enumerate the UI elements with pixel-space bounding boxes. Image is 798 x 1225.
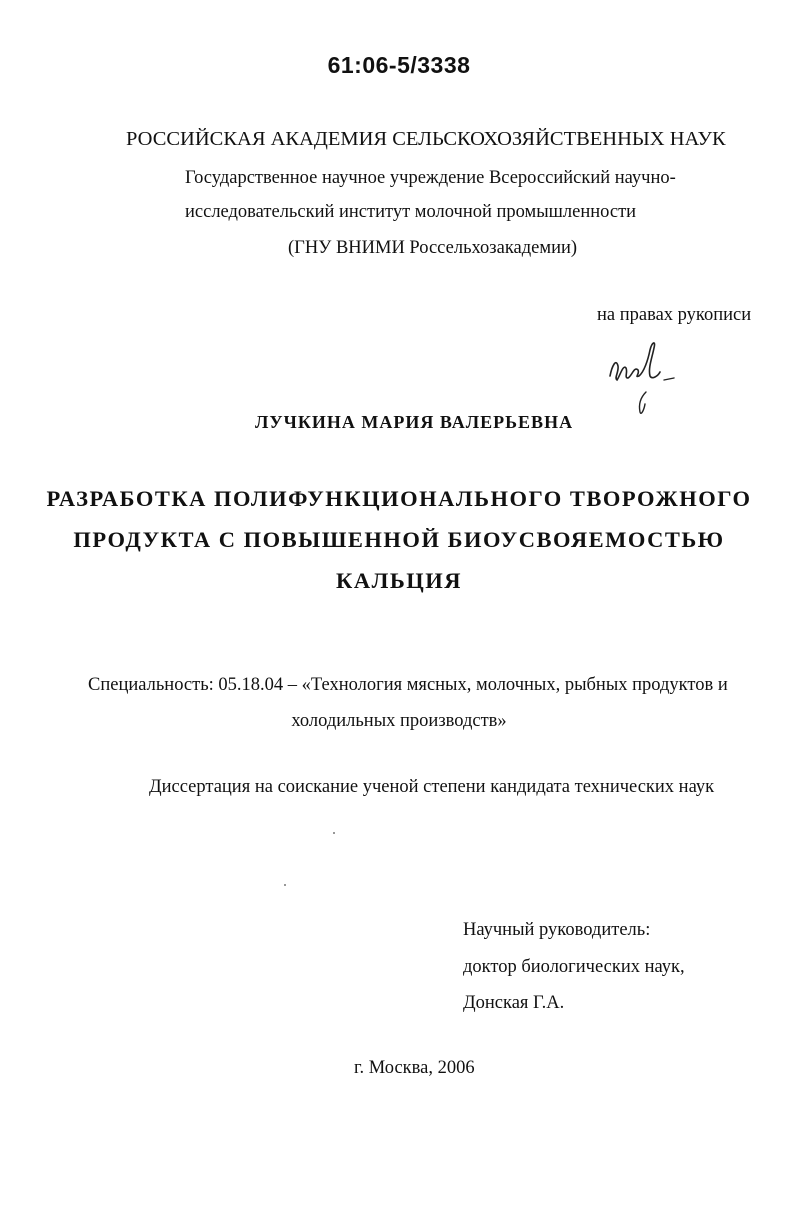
scan-speck xyxy=(333,832,335,834)
academy-name: РОССИЙСКАЯ АКАДЕМИЯ СЕЛЬСКОХОЗЯЙСТВЕННЫХ НАУК xyxy=(126,128,726,150)
institution-line-3: (ГНУ ВНИМИ Россельхозакадемии) xyxy=(288,238,578,258)
dissertation-title xyxy=(0,478,798,601)
supervisor-degree: доктор биологических наук, xyxy=(463,957,685,977)
title-line-1: РАЗРАБОТКА ПОЛИФУНКЦИОНАЛЬНОГО ТВОРОЖНОГО xyxy=(46,486,752,511)
author-name: ЛУЧКИНА МАРИЯ ВАЛЕРЬЕВНА xyxy=(255,412,574,432)
scan-speck xyxy=(284,884,286,886)
supervisor-label: Научный руководитель: xyxy=(463,920,651,940)
institution-line-1: Государственное научное учреждение Всероссийский научно- xyxy=(185,168,676,188)
supervisor-name: Донская Г.А. xyxy=(463,993,565,1013)
catalog-number: 61:06-5/3338 xyxy=(327,52,471,78)
dissertation-degree: Диссертация на соискание ученой степени кандидата технических наук xyxy=(149,777,715,797)
specialty-line-1: Специальность: 05.18.04 – «Технология мясных, молочных, рыбных продуктов и xyxy=(88,675,728,695)
manuscript-note: на правах рукописи xyxy=(597,305,752,325)
institution-line-2: исследовательский институт молочной промышленности xyxy=(185,202,637,222)
city-year: г. Москва, 2006 xyxy=(354,1058,475,1078)
title-line-3: КАЛЬЦИЯ xyxy=(336,568,462,593)
specialty-line-2: холодильных производств» xyxy=(291,711,507,731)
title-line-2: ПРОДУКТА С ПОВЫШЕННОЙ БИОУСВОЯЕМОСТЬЮ xyxy=(73,527,725,552)
signature-icon xyxy=(604,336,684,420)
